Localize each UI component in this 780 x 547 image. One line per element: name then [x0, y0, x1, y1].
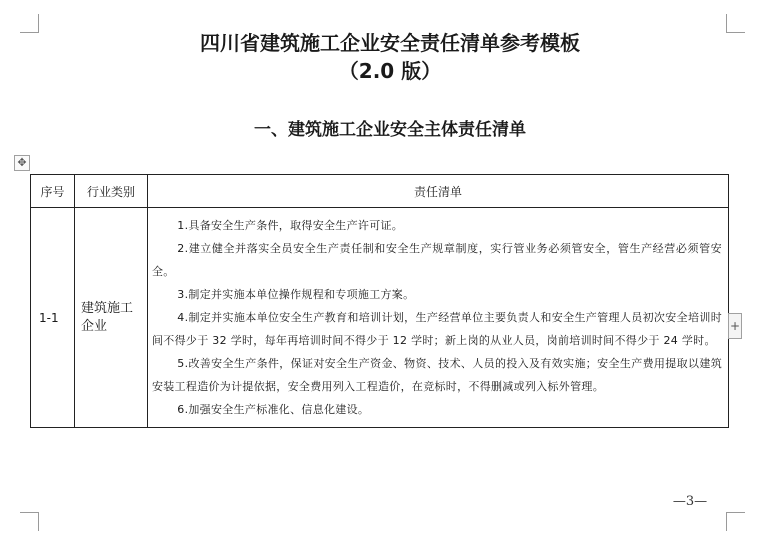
crop-mark-bottom-left	[20, 512, 39, 531]
responsibility-item: 6.加强安全生产标准化、信息化建设。	[177, 403, 370, 416]
row-serial-number: 1-1	[31, 208, 75, 428]
document-title: 四川省建筑施工企业安全责任清单参考模板	[200, 31, 580, 55]
table-move-handle-icon[interactable]: ✥	[14, 155, 30, 171]
document-version: （2.0 版）	[338, 59, 442, 83]
responsibility-table	[30, 174, 729, 428]
header-serial-number: 序号	[31, 175, 75, 208]
responsibility-item: 5.改善安全生产条件，保证对安全生产资金、物资、技术、人员的投入及有效实施；安全生产费用提取以建筑安装工程造价为计提依据，安全费用列入工程造价，在竞标时，不得删减或列入标外管理。	[152, 357, 722, 393]
responsibility-item: 1.具备安全生产条件，取得安全生产许可证。	[177, 219, 404, 232]
header-responsibility-list: 责任清单	[148, 175, 729, 208]
row-industry-category	[75, 208, 148, 428]
responsibility-item: 4.制定并实施本单位安全生产教育和培训计划，生产经营单位主要负责人和安全生产管理人员初次安全培训时间不得少于 32 学时，每年再培训时间不得少于 12 学时；新上岗的从业人员，岗前培训时间不得少于 24 学时。	[152, 311, 722, 347]
industry-category-line: 企业	[81, 318, 108, 334]
section-heading: 一、建筑施工企业安全主体责任清单	[254, 120, 526, 140]
responsibility-items	[148, 208, 729, 428]
responsibility-item: 3.制定并实施本单位操作规程和专项施工方案。	[177, 288, 415, 301]
page-number: —3—	[672, 494, 708, 509]
responsibility-item: 2.建立健全并落实全员安全生产责任制和安全生产规章制度，实行管业务必须管安全，管生产经营必须管安全。	[152, 242, 722, 278]
table-row	[31, 208, 729, 428]
add-column-handle-icon[interactable]: +	[728, 313, 742, 339]
table-header-row	[31, 175, 729, 208]
header-industry-category: 行业类别	[75, 175, 148, 208]
crop-mark-bottom-right	[726, 512, 745, 531]
industry-category-line: 建筑施工	[81, 300, 134, 316]
